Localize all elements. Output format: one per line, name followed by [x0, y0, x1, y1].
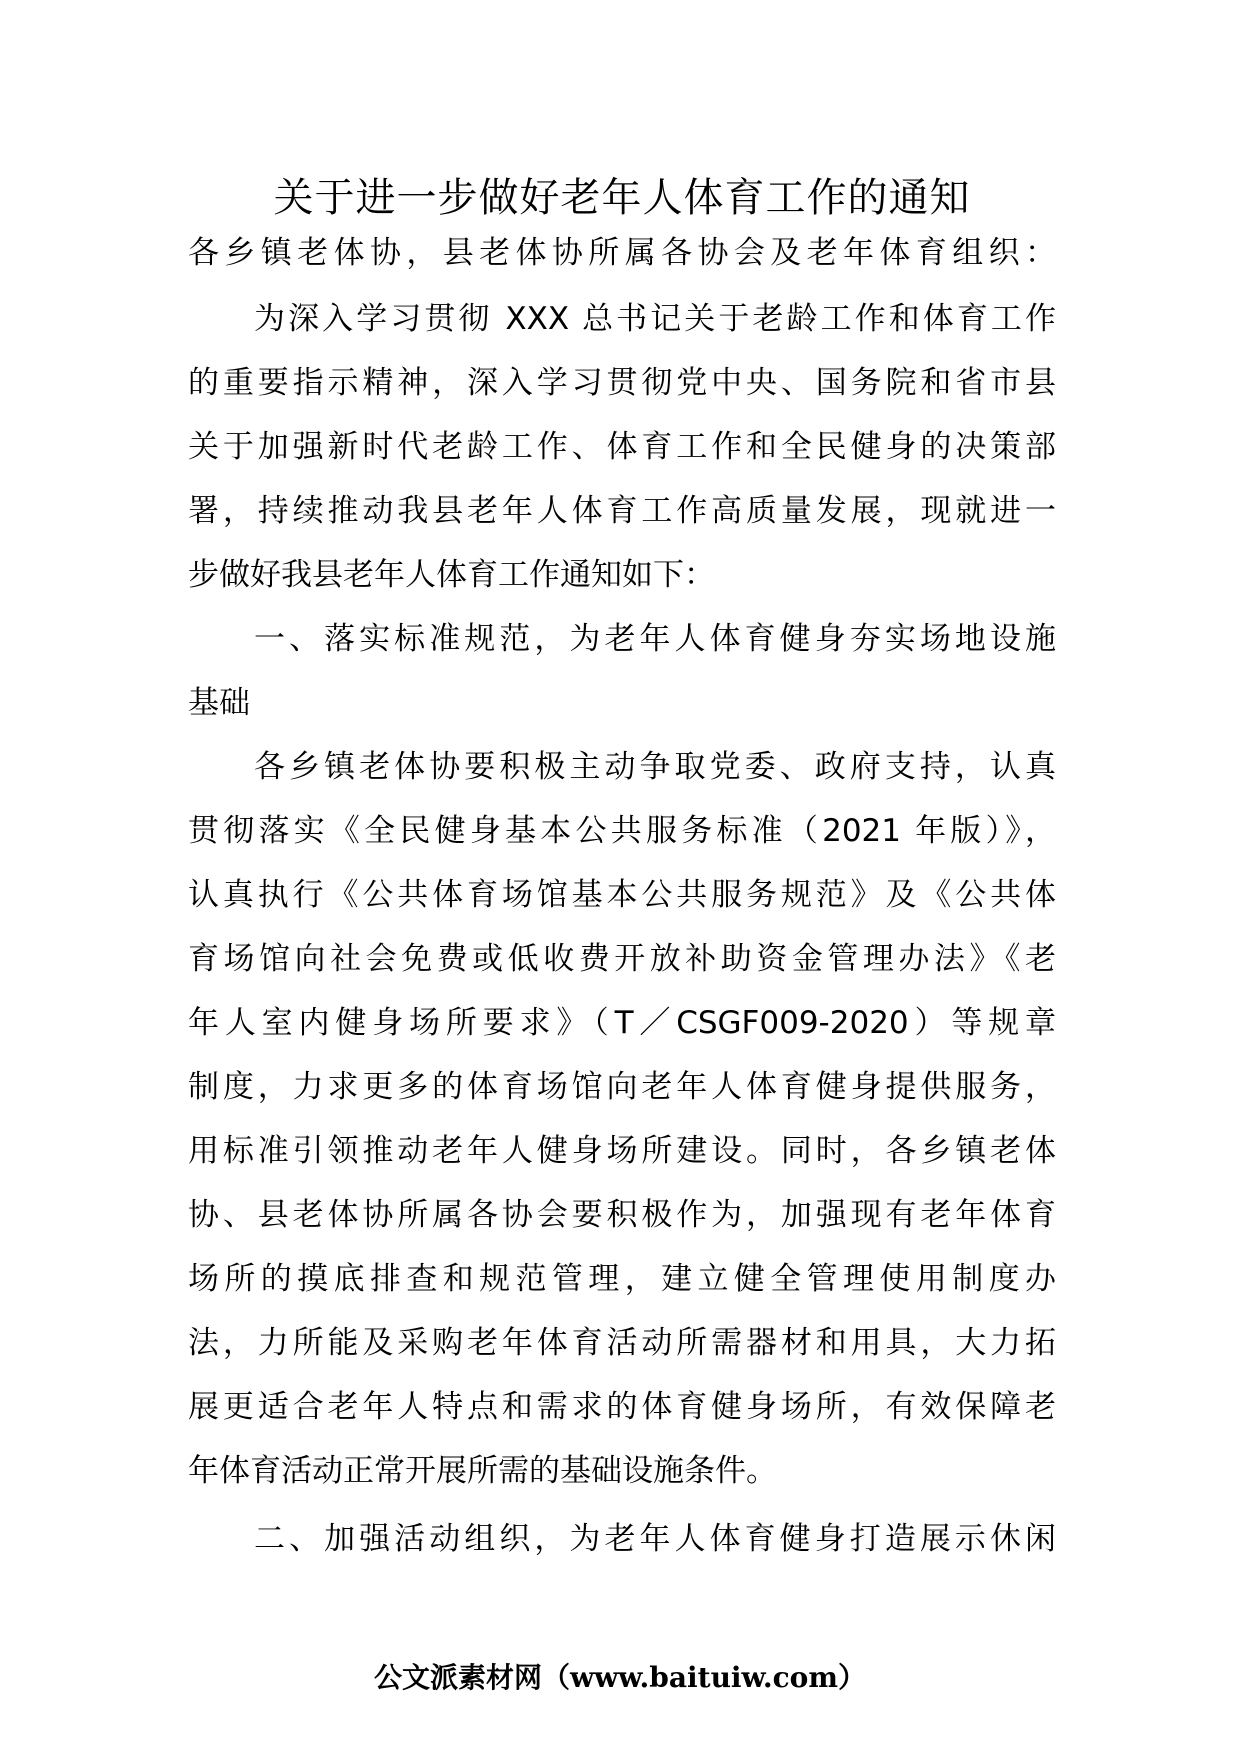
salutation: 各乡镇老体协，县老体协所属各协会及老年体育组织：: [188, 235, 1056, 271]
paragraph-line: 认真执行《公共体育场馆基本公共服务规范》及《公共体: [188, 877, 1056, 913]
paragraph-line: 制度，力求更多的体育场馆向老年人体育健身提供服务，: [188, 1069, 1056, 1105]
paragraph-line: 署，持续推动我县老年人体育工作高质量发展，现就进一: [188, 493, 1056, 529]
paragraph-line: 用标准引领推动老年人健身场所建设。同时，各乡镇老体: [188, 1133, 1056, 1169]
paragraph-line: 育场馆向社会免费或低收费开放补助资金管理办法》《老: [188, 941, 1056, 977]
paragraph-line: 场所的摸底排查和规范管理，建立健全管理使用制度办: [188, 1261, 1056, 1297]
paragraph-line: 年人室内健身场所要求》（T／CSGF009-2020）等规章: [188, 1005, 1056, 1041]
document-title: 关于进一步做好老年人体育工作的通知: [273, 175, 971, 221]
section-heading-1: 一、落实标准规范，为老年人体育健身夯实场地设施: [254, 621, 1056, 657]
paragraph-line: 展更适合老年人特点和需求的体育健身场所，有效保障老: [188, 1389, 1056, 1425]
section-heading-2: 二、加强活动组织，为老年人体育健身打造展示休闲: [254, 1521, 1056, 1557]
paragraph-line: 为深入学习贯彻 XXX 总书记关于老龄工作和体育工作: [254, 301, 1056, 337]
paragraph-line: 的重要指示精神，深入学习贯彻党中央、国务院和省市县: [188, 365, 1056, 401]
section-heading-1-cont: 基础: [188, 685, 250, 721]
paragraph-line: 步做好我县老年人体育工作通知如下：: [188, 557, 715, 593]
footer-watermark: 公文派素材网（www.baituiw.com）: [374, 1661, 866, 1694]
paragraph-line: 各乡镇老体协要积极主动争取党委、政府支持，认真: [254, 749, 1056, 785]
paragraph-line: 协、县老体协所属各协会要积极作为，加强现有老年体育: [188, 1197, 1056, 1233]
paragraph-line: 贯彻落实《全民健身基本公共服务标准（2021 年版）》，: [188, 813, 1056, 849]
paragraph-line: 年体育活动正常开展所需的基础设施条件。: [188, 1453, 777, 1489]
paragraph-line: 法，力所能及采购老年体育活动所需器材和用具，大力拓: [188, 1325, 1056, 1361]
paragraph-line: 关于加强新时代老龄工作、体育工作和全民健身的决策部: [188, 429, 1056, 465]
